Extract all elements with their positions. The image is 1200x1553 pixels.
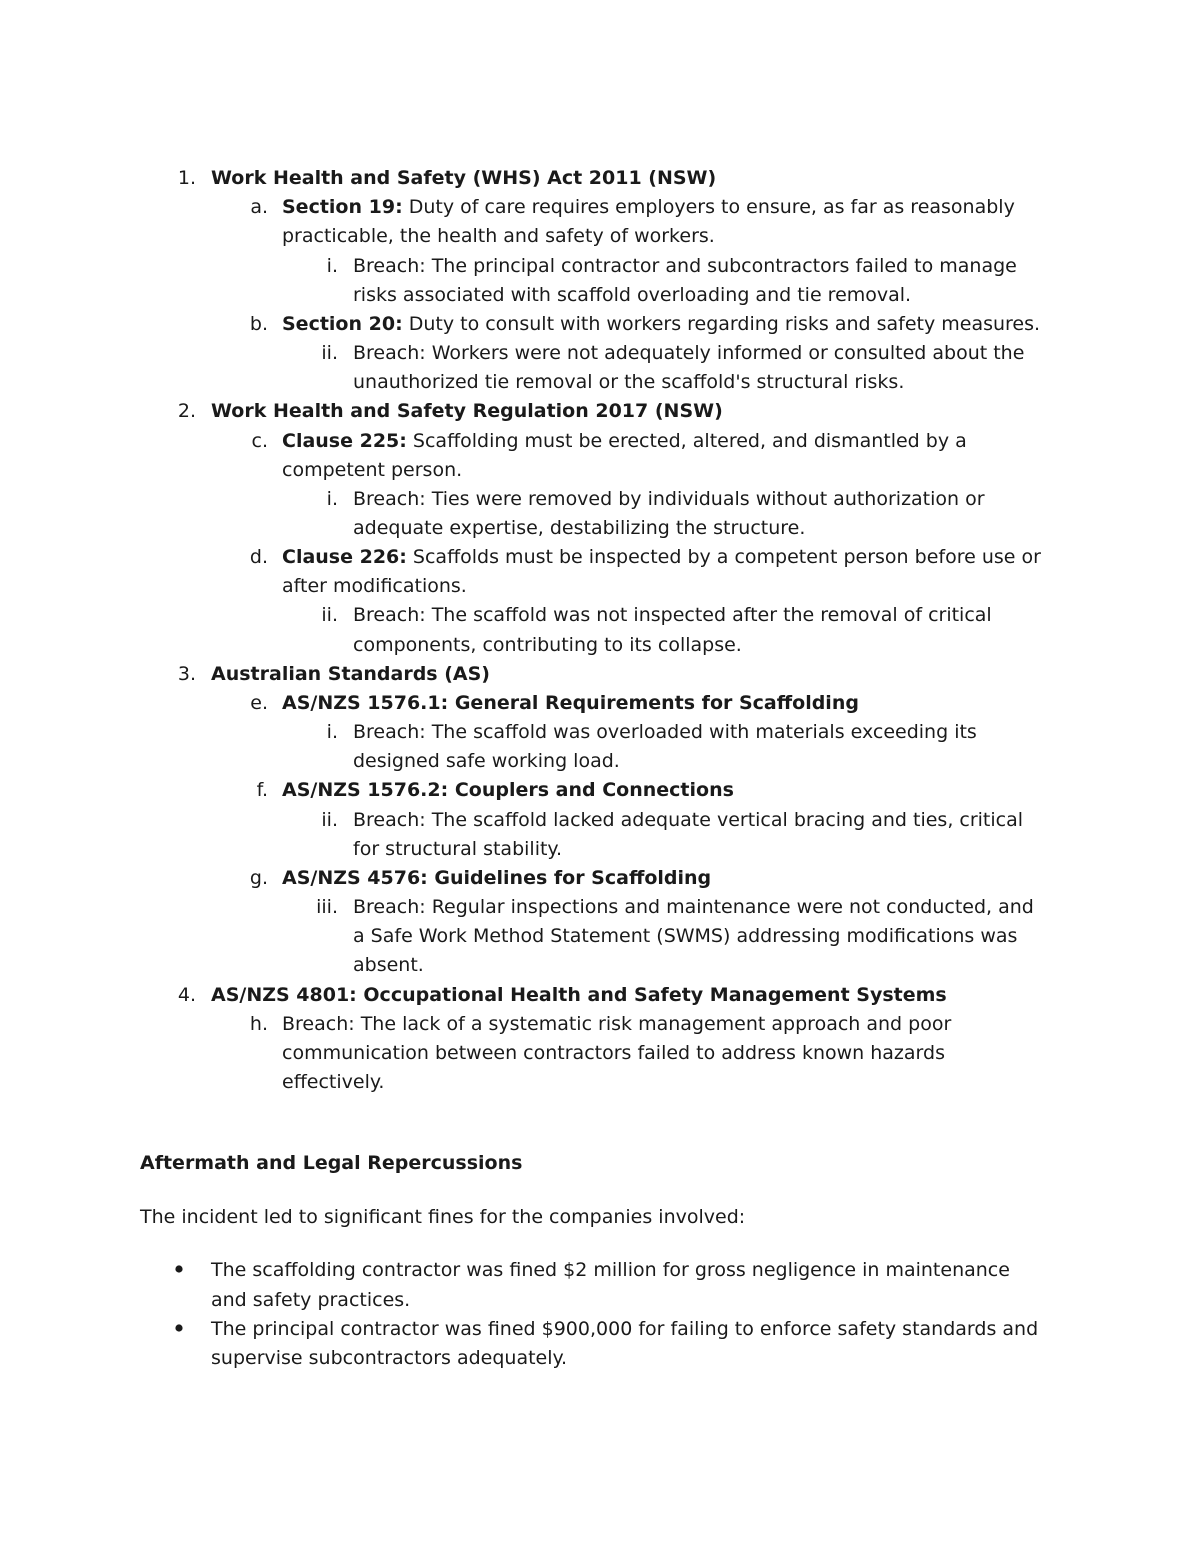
bullet-icon [174,1264,184,1274]
list-roman: ii. [321,604,338,626]
list-letter: d. [249,546,268,568]
sub-item-label: Clause 226: [282,546,407,568]
list-letter: f. [256,779,268,801]
sub-item-label: AS/NZS 1576.1: General Requirements for Scaffolding [282,692,859,714]
breach-text: Breach: Regular inspections and maintenance were not conducted, and [353,896,1034,918]
section-title: Work Health and Safety (WHS) Act 2011 (NSW) [211,167,717,189]
list-number: 3. [177,663,196,685]
section-title: AS/NZS 4801: Occupational Health and Safety Management Systems [211,984,947,1006]
list-letter: a. [250,196,268,218]
breach-continuation: unauthorized tie removal or the scaffold's structural risks. [353,371,905,393]
section-title: Work Health and Safety Regulation 2017 (NSW) [211,400,723,422]
list-roman: ii. [321,342,338,364]
list-roman: ii. [321,809,338,831]
breach-continuation: for structural stability. [353,838,562,860]
section-title: Australian Standards (AS) [211,663,490,685]
breach-continuation: components, contributing to its collapse. [353,634,742,656]
breach-text: Breach: The scaffold lacked adequate vertical bracing and ties, critical [353,809,1024,831]
breach-text: Breach: Workers were not adequately informed or consulted about the [353,342,1025,364]
breach-text: Breach: The scaffold was not inspected after the removal of critical [353,604,992,626]
sub-item-label: AS/NZS 4576: Guidelines for Scaffolding [282,867,712,889]
sub-item-continuation: competent person. [282,459,463,481]
sub-item-text: Clause 226: Scaffolds must be inspected by a competent person before use or [282,546,1041,568]
sub-item-label: AS/NZS 1576.2: Couplers and Connections [282,779,734,801]
bullet-text: The principal contractor was fined $900,000 for failing to enforce safety standards and [211,1318,1039,1340]
sub-item-text: Section 20: Duty to consult with workers regarding risks and safety measures. [282,313,1041,335]
list-letter: g. [249,867,268,889]
breach-continuation: a Safe Work Method Statement (SWMS) addressing modifications was [353,925,1018,947]
intro-paragraph: The incident led to significant fines for the companies involved: [140,1206,746,1228]
sub-item-continuation: after modifications. [282,575,467,597]
bullet-icon [174,1323,184,1333]
list-roman: i. [326,488,338,510]
breach-continuation: risks associated with scaffold overloading and tie removal. [353,284,912,306]
bullet-continuation: supervise subcontractors adequately. [211,1347,568,1369]
sub-item-text: Clause 225: Scaffolding must be erected, altered, and dismantled by a [282,430,967,452]
sub-item-continuation: practicable, the health and safety of workers. [282,225,715,247]
sub-item-text: Section 19: Duty of care requires employers to ensure, as far as reasonably [282,196,1015,218]
breach-continuation: communication between contractors failed to address known hazards [282,1042,945,1064]
breach-continuation: designed safe working load. [353,750,620,772]
sub-item-label: Clause 225: [282,430,407,452]
breach-continuation: absent. [353,954,424,976]
list-roman: i. [326,255,338,277]
section-heading: Aftermath and Legal Repercussions [140,1152,523,1174]
list-letter: e. [250,692,268,714]
list-number: 2. [177,400,196,422]
list-letter: b. [249,313,268,335]
list-number: 1. [177,167,196,189]
sub-item-label: Section 19: [282,196,403,218]
list-letter: c. [251,430,268,452]
list-roman: i. [326,721,338,743]
breach-text: Breach: The scaffold was overloaded with materials exceeding its [353,721,977,743]
breach-continuation: effectively. [282,1071,385,1093]
bullet-text: The scaffolding contractor was fined $2 million for gross negligence in maintenance [211,1259,1010,1281]
breach-text: Breach: The lack of a systematic risk management approach and poor [282,1013,952,1035]
bullet-continuation: and safety practices. [211,1289,411,1311]
list-letter: h. [249,1013,268,1035]
list-roman: iii. [316,896,338,918]
breach-continuation: adequate expertise, destabilizing the structure. [353,517,806,539]
sub-item-label: Section 20: [282,313,403,335]
list-number: 4. [177,984,196,1006]
breach-text: Breach: The principal contractor and subcontractors failed to manage [353,255,1017,277]
breach-text: Breach: Ties were removed by individuals without authorization or [353,488,985,510]
